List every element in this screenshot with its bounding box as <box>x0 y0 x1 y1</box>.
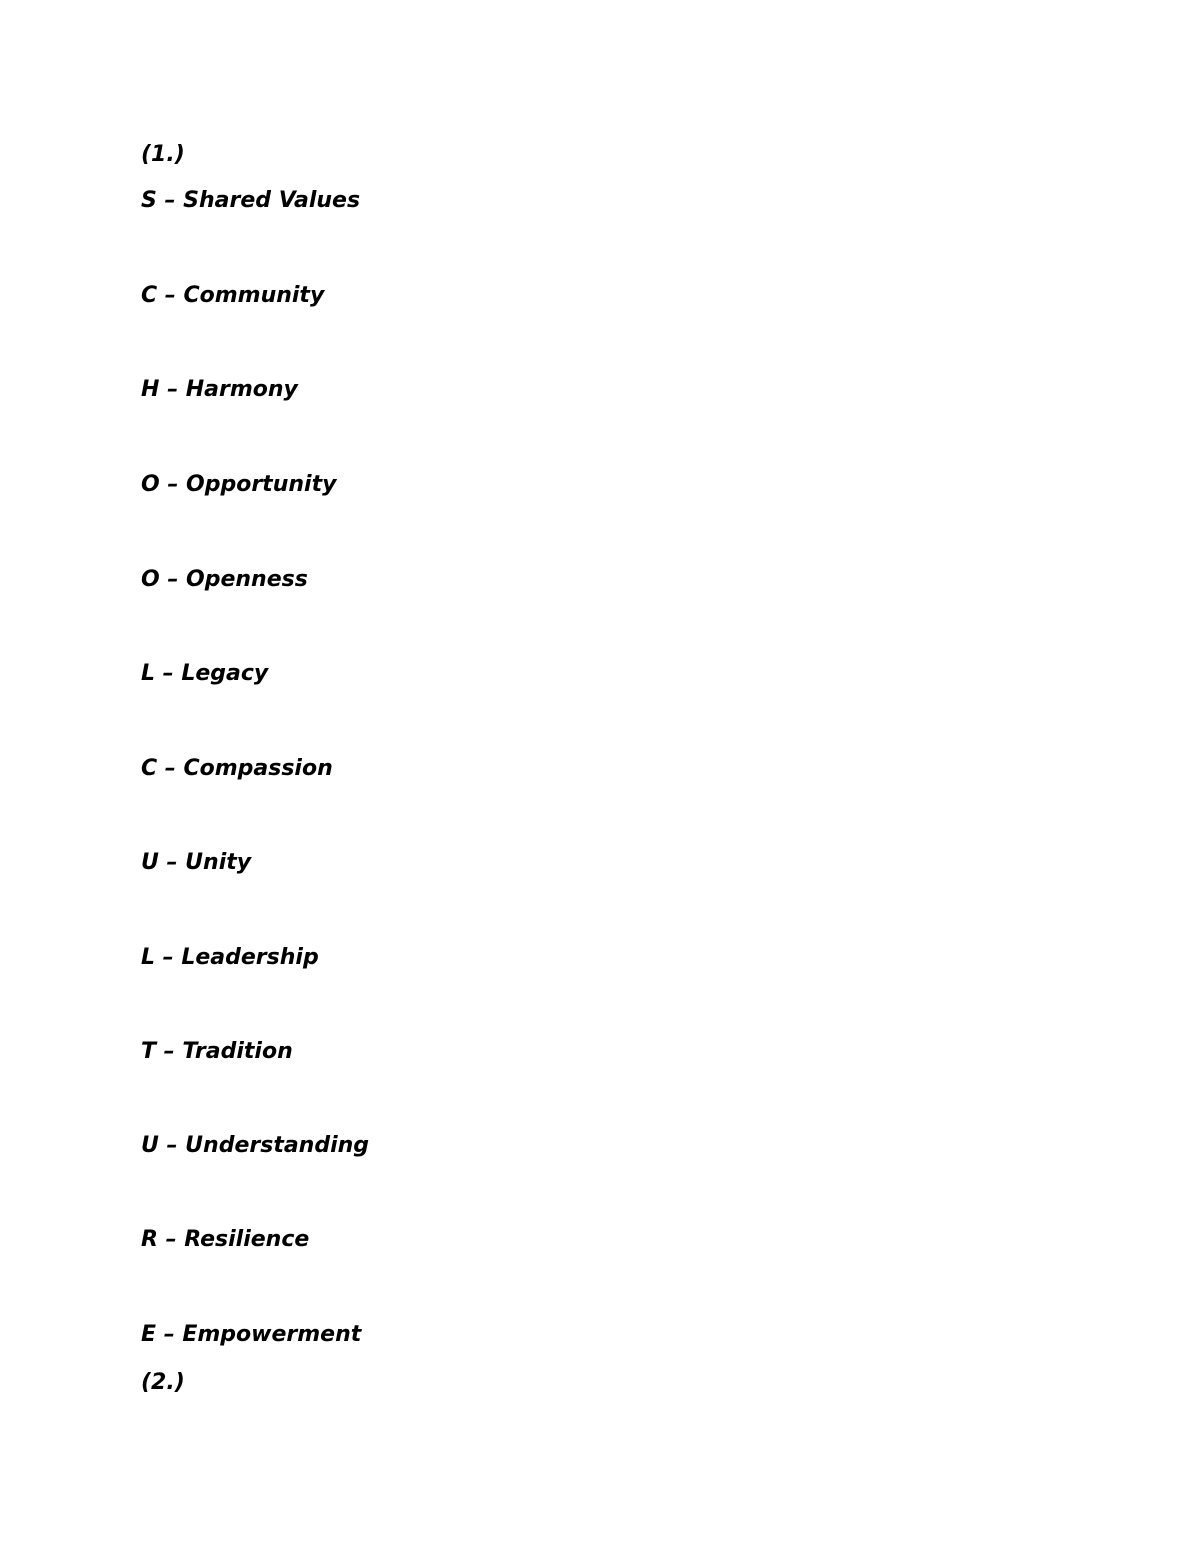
acrostic-line-shared-values: S – Shared Values <box>141 188 361 213</box>
acrostic-line-leadership: L – Leadership <box>141 945 319 970</box>
acrostic-line-opportunity: O – Opportunity <box>141 472 337 497</box>
section-marker-2: (2.) <box>141 1370 185 1395</box>
acrostic-line-tradition: T – Tradition <box>141 1039 293 1064</box>
acrostic-line-community: C – Community <box>141 283 325 308</box>
acrostic-line-harmony: H – Harmony <box>141 377 298 402</box>
acrostic-line-compassion: C – Compassion <box>141 756 333 781</box>
acrostic-line-resilience: R – Resilience <box>141 1227 310 1252</box>
acrostic-line-unity: U – Unity <box>141 850 252 875</box>
acrostic-line-openness: O – Openness <box>141 567 308 592</box>
acrostic-line-legacy: L – Legacy <box>141 661 269 686</box>
acrostic-line-empowerment: E – Empowerment <box>141 1322 362 1347</box>
section-marker-1: (1.) <box>141 142 185 167</box>
acrostic-line-understanding: U – Understanding <box>141 1133 370 1158</box>
